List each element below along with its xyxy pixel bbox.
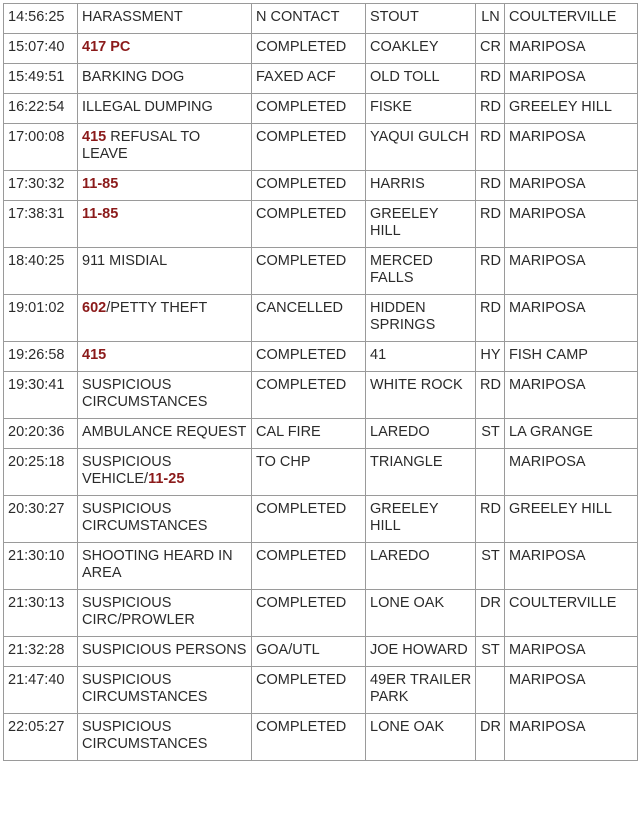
city-cell: MARIPOSA <box>505 124 638 171</box>
time-cell: 19:30:41 <box>4 372 78 419</box>
street-cell: GREELEY HILL <box>366 201 476 248</box>
call-code: 602 <box>82 300 107 316</box>
city-cell: MARIPOSA <box>505 248 638 295</box>
city-cell: MARIPOSA <box>505 449 638 496</box>
call-code: 11-85 <box>82 176 119 192</box>
street-suffix-cell: CR <box>476 34 505 64</box>
street-cell: COAKLEY <box>366 34 476 64</box>
call-type-cell <box>78 667 252 714</box>
status-cell: N CONTACT <box>252 4 366 34</box>
street-suffix-cell: ST <box>476 637 505 667</box>
time-cell: 21:32:28 <box>4 637 78 667</box>
call-type-cell <box>78 543 252 590</box>
call-type-cell <box>78 590 252 637</box>
incident-log-body <box>4 4 638 761</box>
status-cell: COMPLETED <box>252 496 366 543</box>
city-cell: COULTERVILLE <box>505 4 638 34</box>
street-cell: LAREDO <box>366 543 476 590</box>
street-suffix-cell: RD <box>476 124 505 171</box>
time-cell: 21:30:10 <box>4 543 78 590</box>
city-cell: MARIPOSA <box>505 295 638 342</box>
street-suffix-cell: HY <box>476 342 505 372</box>
city-cell: MARIPOSA <box>505 34 638 64</box>
street-suffix-cell: RD <box>476 64 505 94</box>
status-cell: COMPLETED <box>252 543 366 590</box>
call-text: SUSPICIOUS CIRC/PROWLER <box>82 595 195 628</box>
street-cell: GREELEY HILL <box>366 496 476 543</box>
status-cell: COMPLETED <box>252 590 366 637</box>
call-type-cell <box>78 449 252 496</box>
status-cell: COMPLETED <box>252 714 366 761</box>
time-cell: 19:26:58 <box>4 342 78 372</box>
call-text: SUSPICIOUS CIRCUMSTANCES <box>82 719 208 752</box>
street-suffix-cell: RD <box>476 248 505 295</box>
city-cell: GREELEY HILL <box>505 496 638 543</box>
call-type-cell <box>78 295 252 342</box>
status-cell: COMPLETED <box>252 124 366 171</box>
status-cell: COMPLETED <box>252 171 366 201</box>
incident-log-table <box>3 3 638 761</box>
time-cell: 20:25:18 <box>4 449 78 496</box>
status-cell: CAL FIRE <box>252 419 366 449</box>
call-type-cell <box>78 201 252 248</box>
call-text: 911 MISDIAL <box>82 253 168 269</box>
street-cell: YAQUI GULCH <box>366 124 476 171</box>
time-cell: 21:30:13 <box>4 590 78 637</box>
time-cell: 15:07:40 <box>4 34 78 64</box>
call-type-cell <box>78 94 252 124</box>
street-cell: LONE OAK <box>366 714 476 761</box>
street-suffix-cell: DR <box>476 714 505 761</box>
call-type-cell <box>78 124 252 171</box>
street-suffix-cell: DR <box>476 590 505 637</box>
street-suffix-cell <box>476 667 505 714</box>
status-cell: COMPLETED <box>252 94 366 124</box>
call-type-cell <box>78 248 252 295</box>
street-cell: OLD TOLL <box>366 64 476 94</box>
status-cell: COMPLETED <box>252 372 366 419</box>
street-cell: MERCED FALLS <box>366 248 476 295</box>
status-cell: GOA/UTL <box>252 637 366 667</box>
call-type-cell <box>78 4 252 34</box>
street-suffix-cell: ST <box>476 419 505 449</box>
status-cell: FAXED ACF <box>252 64 366 94</box>
time-cell: 21:47:40 <box>4 667 78 714</box>
table-row <box>4 637 638 667</box>
street-suffix-cell: ST <box>476 543 505 590</box>
time-cell: 20:30:27 <box>4 496 78 543</box>
street-cell: WHITE ROCK <box>366 372 476 419</box>
street-suffix-cell: RD <box>476 295 505 342</box>
city-cell: MARIPOSA <box>505 201 638 248</box>
street-suffix-cell <box>476 449 505 496</box>
table-row <box>4 449 638 496</box>
call-code: 415 <box>82 347 107 363</box>
city-cell: MARIPOSA <box>505 171 638 201</box>
street-cell: HARRIS <box>366 171 476 201</box>
street-suffix-cell: LN <box>476 4 505 34</box>
call-code: 11-85 <box>82 206 119 222</box>
status-cell: COMPLETED <box>252 248 366 295</box>
street-cell: FISKE <box>366 94 476 124</box>
call-code: 11-25 <box>148 471 185 487</box>
table-row <box>4 590 638 637</box>
street-cell: JOE HOWARD <box>366 637 476 667</box>
street-cell: STOUT <box>366 4 476 34</box>
table-row <box>4 64 638 94</box>
table-row <box>4 419 638 449</box>
time-cell: 22:05:27 <box>4 714 78 761</box>
status-cell: TO CHP <box>252 449 366 496</box>
call-text: SUSPICIOUS CIRCUMSTANCES <box>82 672 208 705</box>
time-cell: 17:00:08 <box>4 124 78 171</box>
street-suffix-cell: RD <box>476 171 505 201</box>
call-text: SHOOTING HEARD IN AREA <box>82 548 233 581</box>
call-text: HARASSMENT <box>82 9 183 25</box>
time-cell: 17:30:32 <box>4 171 78 201</box>
table-row <box>4 342 638 372</box>
call-type-cell <box>78 372 252 419</box>
city-cell: MARIPOSA <box>505 637 638 667</box>
time-cell: 17:38:31 <box>4 201 78 248</box>
call-type-cell <box>78 496 252 543</box>
status-cell: COMPLETED <box>252 34 366 64</box>
status-cell: CANCELLED <box>252 295 366 342</box>
status-cell: COMPLETED <box>252 201 366 248</box>
call-code: 415 <box>82 129 107 145</box>
status-cell: COMPLETED <box>252 667 366 714</box>
table-row <box>4 34 638 64</box>
time-cell: 19:01:02 <box>4 295 78 342</box>
call-text: BARKING DOG <box>82 69 185 85</box>
table-row <box>4 171 638 201</box>
table-row <box>4 94 638 124</box>
street-suffix-cell: RD <box>476 496 505 543</box>
call-type-cell <box>78 64 252 94</box>
table-row <box>4 201 638 248</box>
city-cell: GREELEY HILL <box>505 94 638 124</box>
street-cell: 41 <box>366 342 476 372</box>
street-suffix-cell: RD <box>476 372 505 419</box>
table-row <box>4 496 638 543</box>
time-cell: 18:40:25 <box>4 248 78 295</box>
city-cell: MARIPOSA <box>505 372 638 419</box>
table-row <box>4 667 638 714</box>
call-text: /PETTY THEFT <box>106 300 208 316</box>
call-type-cell <box>78 34 252 64</box>
call-type-cell <box>78 171 252 201</box>
call-type-cell <box>78 637 252 667</box>
city-cell: MARIPOSA <box>505 667 638 714</box>
table-row <box>4 124 638 171</box>
city-cell: MARIPOSA <box>505 64 638 94</box>
table-row <box>4 248 638 295</box>
call-text: SUSPICIOUS CIRCUMSTANCES <box>82 501 208 534</box>
call-type-cell <box>78 342 252 372</box>
table-row <box>4 295 638 342</box>
status-cell: COMPLETED <box>252 342 366 372</box>
street-cell: HIDDEN SPRINGS <box>366 295 476 342</box>
call-text: SUSPICIOUS VEHICLE/ <box>82 454 172 487</box>
time-cell: 15:49:51 <box>4 64 78 94</box>
street-suffix-cell: RD <box>476 94 505 124</box>
table-row <box>4 372 638 419</box>
city-cell: COULTERVILLE <box>505 590 638 637</box>
call-text: ILLEGAL DUMPING <box>82 99 213 115</box>
call-text: REFUSAL TO LEAVE <box>82 129 201 162</box>
call-text: AMBULANCE REQUEST <box>82 424 247 440</box>
street-cell: 49ER TRAILER PARK <box>366 667 476 714</box>
table-row <box>4 543 638 590</box>
call-code: 417 PC <box>82 39 131 55</box>
time-cell: 14:56:25 <box>4 4 78 34</box>
time-cell: 20:20:36 <box>4 419 78 449</box>
call-text: SUSPICIOUS CIRCUMSTANCES <box>82 377 208 410</box>
table-row <box>4 4 638 34</box>
call-type-cell <box>78 419 252 449</box>
street-cell: TRIANGLE <box>366 449 476 496</box>
street-cell: LONE OAK <box>366 590 476 637</box>
city-cell: MARIPOSA <box>505 543 638 590</box>
city-cell: FISH CAMP <box>505 342 638 372</box>
city-cell: LA GRANGE <box>505 419 638 449</box>
table-row <box>4 714 638 761</box>
call-type-cell <box>78 714 252 761</box>
street-suffix-cell: RD <box>476 201 505 248</box>
city-cell: MARIPOSA <box>505 714 638 761</box>
time-cell: 16:22:54 <box>4 94 78 124</box>
street-cell: LAREDO <box>366 419 476 449</box>
call-text: SUSPICIOUS PERSONS <box>82 642 247 658</box>
